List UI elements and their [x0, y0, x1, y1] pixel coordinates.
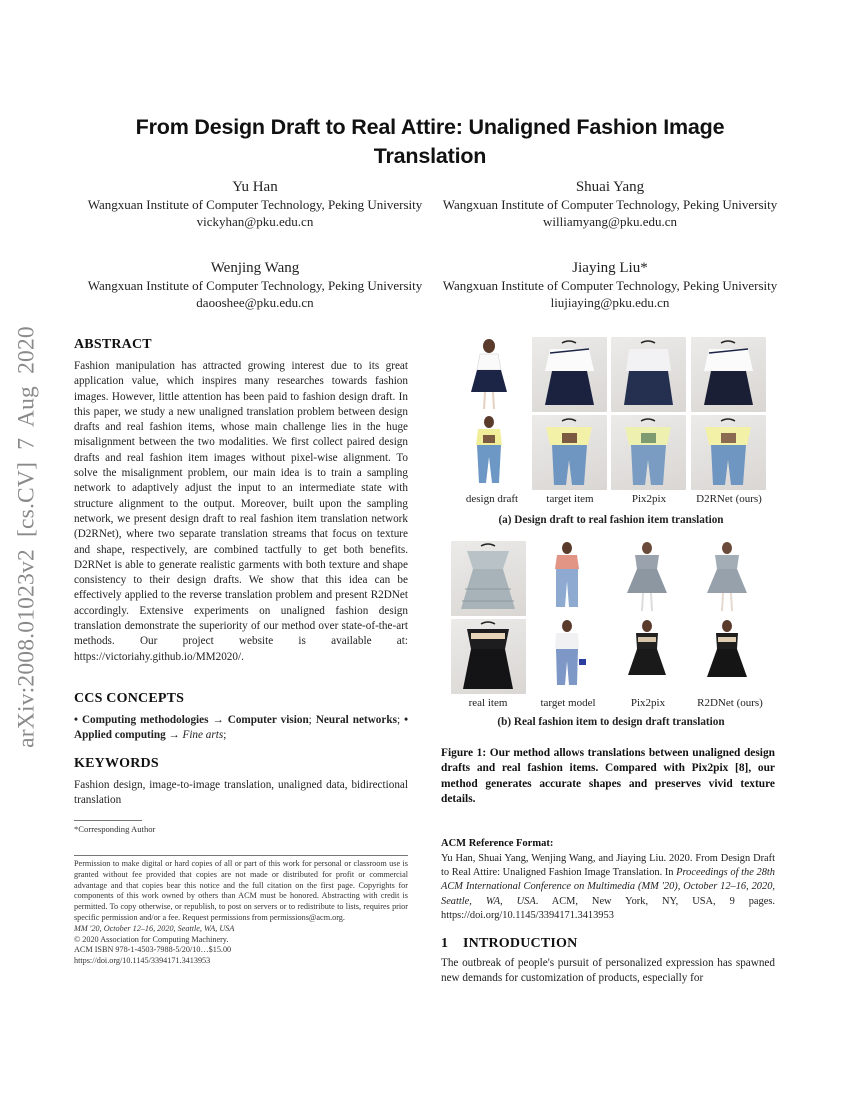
acm-reference-heading: ACM Reference Format:: [441, 838, 554, 849]
target-tshirt-jeans-photo: [532, 415, 607, 490]
author-email: liujiaying@pku.edu.cn: [550, 294, 670, 310]
ccs-bullet: •: [404, 714, 409, 726]
introduction-text: The outbreak of people's pursuit of personalized expression has spawned new demands for customization of products, especially for: [441, 957, 775, 985]
column-label-target-item: target item: [546, 493, 594, 505]
author-block: [85, 177, 425, 230]
permission-notice: [74, 859, 408, 967]
author-name: Wenjing Wang: [210, 260, 300, 276]
ccs-concepts-heading: CCS CONCEPTS: [74, 691, 185, 706]
conference-venue: MM '20, October 12–16, 2020, Seattle, WA, USA: [74, 923, 235, 933]
author-block: [440, 177, 780, 230]
target-model-drawing: [530, 541, 605, 616]
subcaption-b: (b) Real fashion item to design draft translation: [497, 716, 725, 728]
author-email: vickyhan@pku.edu.cn: [196, 213, 314, 229]
author-name: Jiaying Liu*: [572, 260, 648, 276]
column-label-target-model: target model: [540, 697, 596, 709]
arxiv-identifier-stamp: [6, 292, 48, 782]
author-block: [440, 258, 780, 311]
real-ruffle-dress-photo: [451, 541, 526, 616]
arxiv-stamp-text: arXiv:2008.01023v2 [cs.CV] 7 Aug 2020: [13, 326, 40, 748]
column-label-design-draft: design draft: [465, 493, 519, 505]
design-draft-dress-image: [452, 337, 527, 412]
pix2pix-ruffle-dress-drawing: [610, 541, 685, 616]
author-email: daooshee@pku.edu.cn: [196, 294, 314, 310]
paper-title: From Design Draft to Real Attire: Unaligned Fashion Image Translation: [135, 115, 725, 168]
footnote-divider: [74, 820, 142, 821]
figure-1-caption: Figure 1: Our method allows translations between unaligned design drafts and real fashion items. Compared with Pix2pix [8], our method generates accurate shapes and preserves vivid texture details.: [441, 747, 775, 805]
author-name: Yu Han: [232, 179, 278, 195]
author-block: [85, 258, 425, 311]
subcaption-a: (a) Design draft to real fashion item translation: [498, 514, 724, 526]
column-label-d2rnet: D2RNet (ours): [696, 493, 762, 505]
ccs-arrow: →: [168, 729, 180, 742]
pix2pix-black-dress-drawing: [610, 619, 685, 694]
author-affiliation: Wangxuan Institute of Computer Technology, Peking University: [442, 197, 778, 212]
author-affiliation: Wangxuan Institute of Computer Technology, Peking University: [87, 197, 423, 212]
proceedings-name: Proceedings of the 28th ACM International Conference on Multimedia (MM '20), October 12–16, 2020, Seattle, WA, USA: [441, 867, 775, 907]
keywords-text: Fashion design, image-to-image translation, unaligned data, bidirectional translation: [74, 779, 408, 807]
section-title: INTRODUCTION: [463, 936, 578, 951]
d2rnet-dress-result: [691, 337, 766, 412]
introduction-heading: [441, 936, 577, 952]
pix2pix-tshirt-jeans-result: [611, 415, 686, 490]
author-name: Shuai Yang: [575, 179, 645, 195]
ccs-concept: Computing methodologies: [81, 714, 209, 726]
design-draft-tshirt-jeans-image: [452, 415, 527, 490]
author-email: williamyang@pku.edu.cn: [543, 213, 677, 229]
target-dress-photo: [532, 337, 607, 412]
isbn-line: ACM ISBN 978-1-4503-7988-5/20/10…$15.00: [74, 945, 232, 955]
column-label-r2dnet: R2DNet (ours): [697, 697, 763, 709]
pix2pix-dress-result: [611, 337, 686, 412]
section-number: 1: [441, 936, 449, 951]
ccs-concepts-text: • Computing methodologies → Computer vision; Neural networks; • Applied computing → Fine arts;: [74, 714, 409, 742]
author-affiliation: Wangxuan Institute of Computer Technology, Peking University: [442, 278, 778, 293]
footnote-corresponding-author: *Corresponding Author: [74, 824, 156, 834]
keywords-heading: KEYWORDS: [74, 756, 159, 771]
ccs-subconcept: Computer vision: [227, 714, 309, 726]
abstract-text: Fashion manipulation has attracted growing interest due to its great application value, which inspires many researches towards fashion images. However, little attention has been paid to fashion design draft. In this paper, we study a new unaligned translation problem between design drafts and real fashion items, whose main challenge lies in the huge misalignment between the two modalities. We first collect paired design drafts and real fashion item images without pixel-wise alignment. To solve the misalignment problem, our main idea is to train a sampling network to adaptively adjust the input to an intermediate state with structure alignment to the output. Moreover, built upon the sampling network, we present design draft to real fashion item translation network (D2RNet), where two separate translation streams that focus on texture and shape, respectively, are combined tactfully to get both benefits. D2RNet is able to generate realistic garments with both texture and shape consistency to their design drafts. We show that this idea can be effectively applied to the reverse translation problem and present R2DNet accordingly. Extensive experiments on unaligned fashion design translation demonstrate the superiority of our method over state-of-the-art methods. Our project website is available at: https://victoriahy.github.io/MM2020/.: [74, 360, 408, 663]
permission-text: Permission to make digital or hard copies of all or part of this work for personal or classroom use is granted without fee provided that copies are not made or distributed for profit or commercial advantage and that copies bear this notice and the full citation on the first page. Copyrights for components of this work owned by others than ACM must be honored. Abstracting with credit is permitted. To copy otherwise, or republish, to post on servers or to redistribute to lists, requires prior specific permission and/or a fee. Request permissions from permissions@acm.org.: [74, 859, 408, 922]
column-label-pix2pix: Pix2pix: [630, 697, 666, 709]
doi-link[interactable]: https://doi.org/10.1145/3394171.3413953: [74, 956, 211, 966]
real-black-tulle-dress-photo: [451, 619, 526, 694]
copyright-line: © 2020 Association for Computing Machinery.: [74, 934, 229, 944]
column-label-real-item: real item: [468, 697, 508, 709]
ccs-concept: Applied computing: [74, 729, 166, 742]
ccs-subconcept: Fine arts: [182, 729, 224, 742]
target-model-drawing-2: [530, 619, 605, 694]
r2dnet-black-dress-drawing: [690, 619, 765, 694]
permission-divider: [74, 855, 408, 856]
acm-reference-text: Yu Han, Shuai Yang, Wenjing Wang, and Jiaying Liu. 2020. From Design Draft to Real Attire: Unaligned Fashion Image Translation. In Proceedings of the 28th ACM International Conference on Multimedia (MM '20), October 12–16, 2020, Seattle, WA, USA. ACM, New York, NY, USA, 9 pages. https://doi.org/10.1145/3394171.3413953: [441, 853, 775, 921]
r2dnet-ruffle-dress-drawing: [690, 541, 765, 616]
abstract-heading: ABSTRACT: [74, 337, 152, 352]
ccs-bullet: •: [74, 714, 78, 726]
column-label-pix2pix: Pix2pix: [631, 493, 667, 505]
ccs-arrow: →: [212, 714, 224, 726]
d2rnet-tshirt-jeans-result: [691, 415, 766, 490]
ccs-subconcept: Neural networks: [315, 714, 397, 726]
author-affiliation: Wangxuan Institute of Computer Technology, Peking University: [87, 278, 423, 293]
